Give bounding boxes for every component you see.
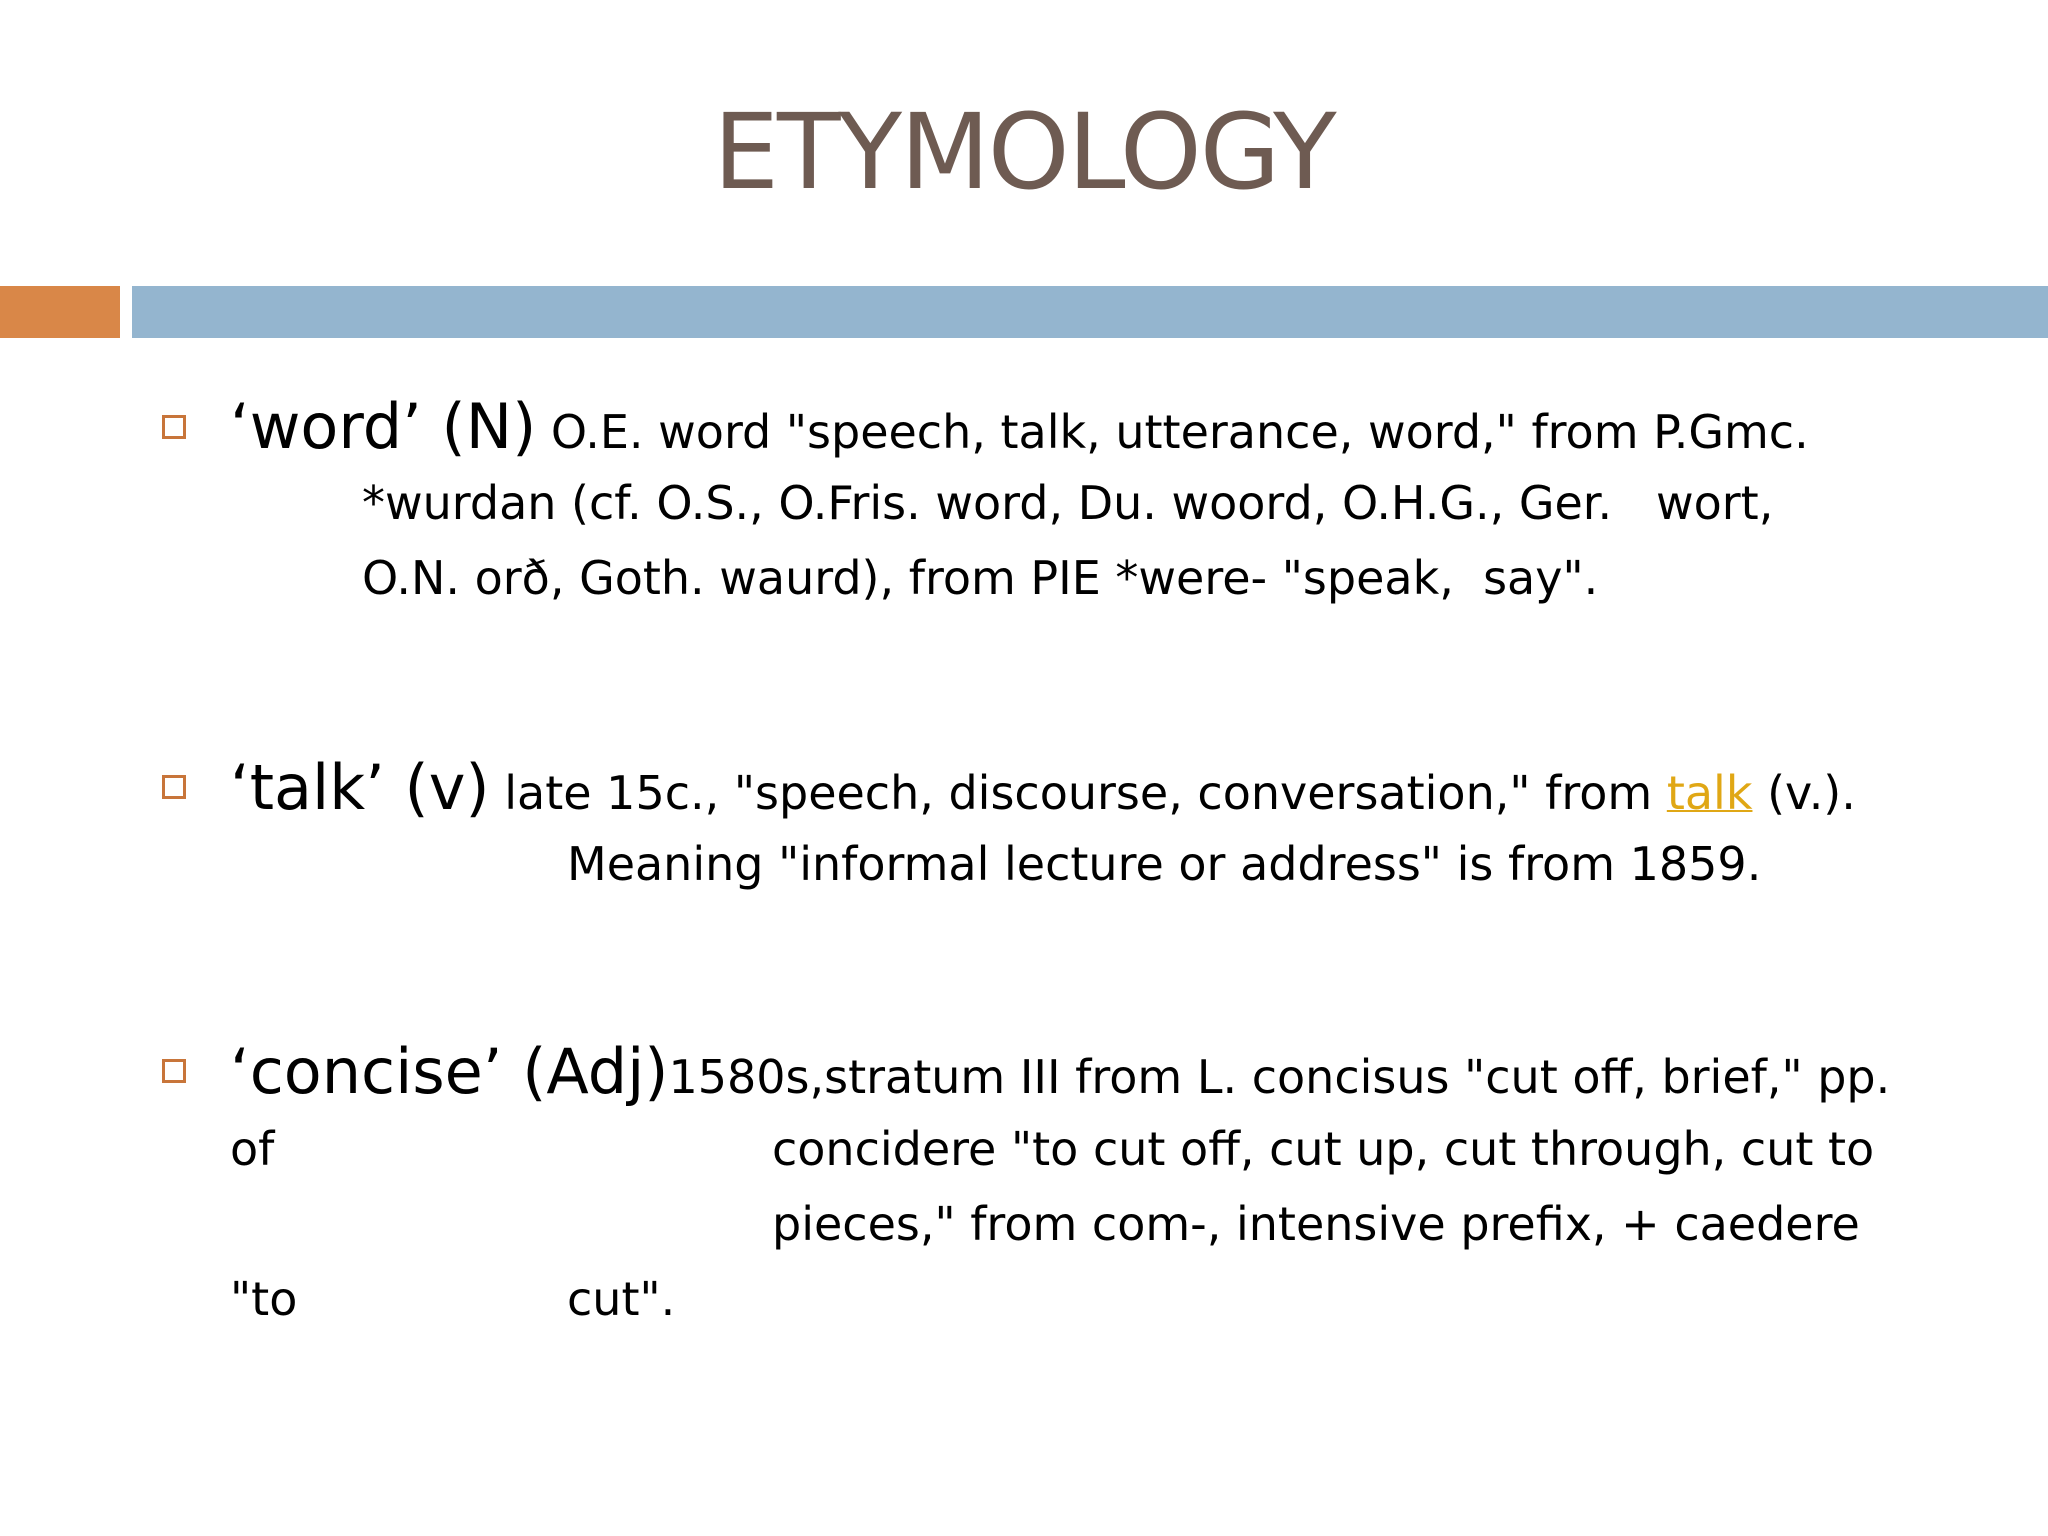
entry-concise-line-2-right: concidere "to cut off, cut up, cut through, cut to (772, 1122, 1875, 1176)
accent-bar-blue (132, 286, 2048, 338)
entry-concise-line-3: pieces," from com-, intensive prefix, + caedere (772, 1197, 1860, 1251)
entry-talk-line-2: Meaning "informal lecture or address" is from 1859. (567, 837, 1762, 891)
entry-talk-head: ‘talk’ (v) (230, 751, 490, 824)
entry-concise-text-1: 1580s,stratum III from L. concisus "cut off, brief," pp. (668, 1050, 1891, 1104)
entry-word-text-1: O.E. word "speech, talk, utterance, word," from P.Gmc. (536, 405, 1809, 459)
entry-concise-line-1 (230, 1035, 1891, 1108)
bullet-square-icon (162, 415, 186, 439)
entry-talk-line-1 (230, 751, 1856, 824)
accent-bar-orange (0, 286, 120, 338)
talk-link[interactable]: talk (1666, 766, 1753, 820)
entry-word-head: ‘word’ (N) (230, 390, 537, 463)
entry-concise-line-2-left: of (230, 1122, 275, 1176)
entry-concise-line-4-right: cut". (567, 1272, 676, 1326)
entry-word-line-3: O.N. orð, Goth. waurd), from PIE *were- "speak, say". (362, 551, 1599, 605)
entry-word-line-2: *wurdan (cf. O.S., O.Fris. word, Du. woord, O.H.G., Ger. wort, (362, 476, 1774, 530)
entry-talk-text-1a: late 15c., "speech, discourse, conversation," from (489, 766, 1667, 820)
bullet-square-icon (162, 775, 186, 799)
entry-talk-text-1b: (v.). (1752, 766, 1856, 820)
entry-concise-head: ‘concise’ (Adj) (230, 1035, 669, 1108)
entry-word-line-1 (230, 390, 1809, 463)
bullet-square-icon (162, 1059, 186, 1083)
slide-title: ETYMOLOGY (713, 91, 1335, 213)
entry-concise-line-4-left: "to (230, 1272, 298, 1326)
